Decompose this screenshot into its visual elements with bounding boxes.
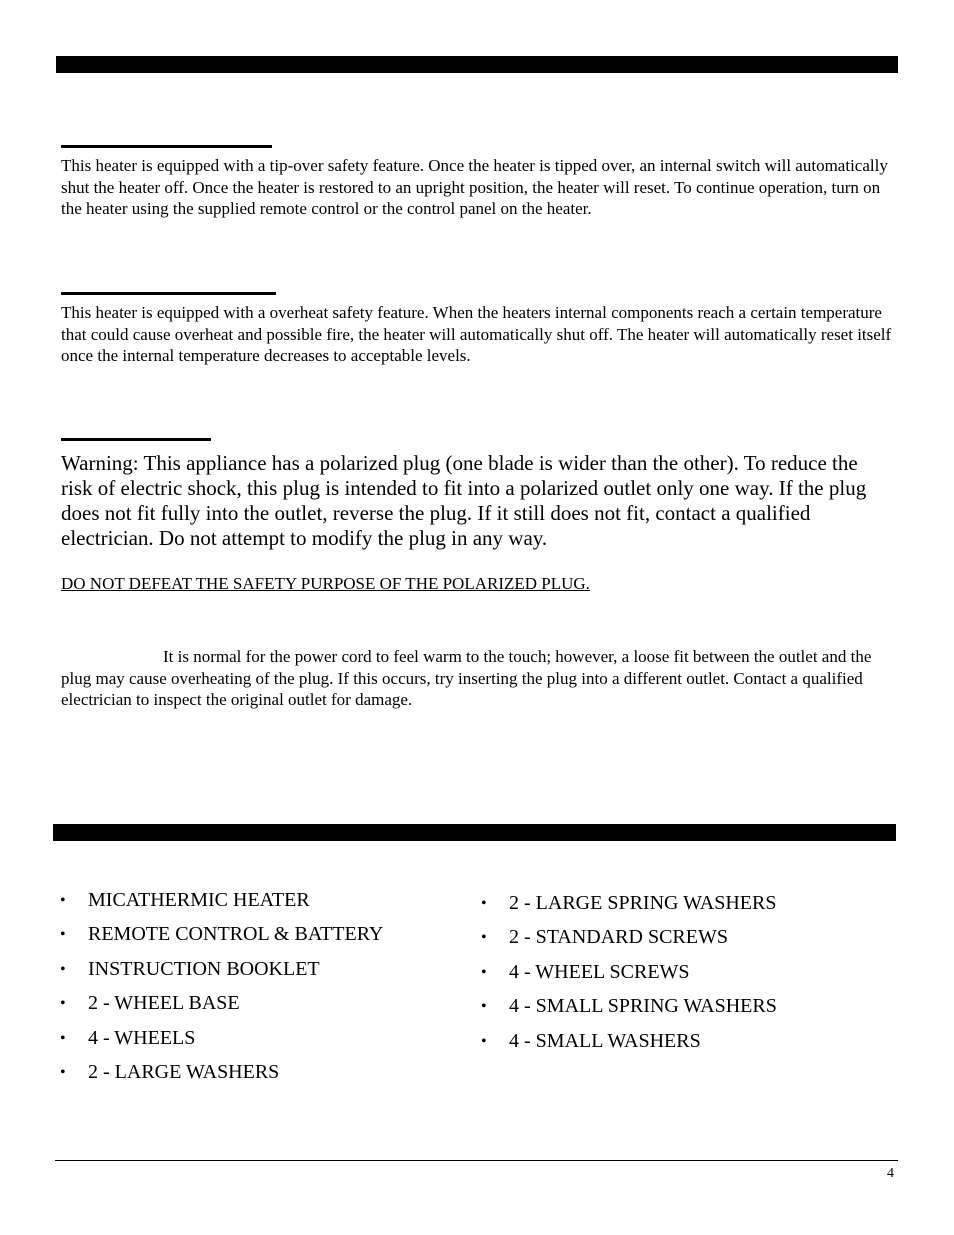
list-item: • 2 - STANDARD SCREWS [476, 925, 896, 959]
list-item: • 2 - LARGE SPRING WASHERS [476, 891, 896, 925]
page-number: 4 [887, 1166, 894, 1181]
contents-list-right [476, 891, 896, 1063]
list-item: • 4 - SMALL WASHERS [476, 1029, 896, 1063]
footer-divider [55, 1160, 898, 1161]
polarized-plug-caps-note: DO NOT DEFEAT THE SAFETY PURPOSE OF THE POLARIZED PLUG. [61, 574, 590, 593]
section-header-bar-contents [53, 824, 896, 841]
subheading-rule-polarized-plug [61, 438, 211, 441]
list-item: • 4 - WHEELS [55, 1026, 465, 1060]
list-item: • 2 - LARGE WASHERS [55, 1060, 465, 1094]
power-cord-note: It is normal for the power cord to feel warm to the touch; however, a loose fit between the outlet and the plug may cause overheating of the plug. If this occurs, try inserting the plug into a different outlet. Contact a qualified electrician to inspect the original outlet for damage. [61, 647, 872, 709]
list-item: • INSTRUCTION BOOKLET [55, 957, 465, 991]
contents-list-left [55, 888, 465, 1094]
tip-over-paragraph: This heater is equipped with a tip-over safety feature. Once the heater is tipped over, an internal switch will automatically shut the heater off. Once the heater is restored to an upright position, the heater will reset. To continue operation, turn on the heater using the supplied remote control or the control panel on the heater. [61, 156, 888, 218]
overheat-paragraph: This heater is equipped with a overheat safety feature. When the heaters internal components reach a certain temperature that could cause overheat and possible fire, the heater will automatically shut off. The heater will automatically reset itself once the internal temperature decreases to acceptable levels. [61, 303, 892, 365]
list-item: • MICATHERMIC HEATER [55, 888, 465, 922]
list-item: • REMOTE CONTROL & BATTERY [55, 922, 465, 956]
subheading-rule-overheat [61, 292, 276, 295]
polarized-plug-warning: Warning: This appliance has a polarized plug (one blade is wider than the other). To reduce the risk of electric shock, this plug is intended to fit into a polarized outlet only one way. If the plug does not fit fully into the outlet, reverse the plug. If it still does not fit, contact a qualified electrician. Do not attempt to modify the plug in any way. [61, 451, 867, 550]
list-item: • 2 - WHEEL BASE [55, 991, 465, 1025]
section-header-bar-safety [56, 56, 898, 73]
list-item: • 4 - SMALL SPRING WASHERS [476, 994, 896, 1028]
list-item: • 4 - WHEEL SCREWS [476, 960, 896, 994]
subheading-rule-tip-over [61, 145, 272, 148]
